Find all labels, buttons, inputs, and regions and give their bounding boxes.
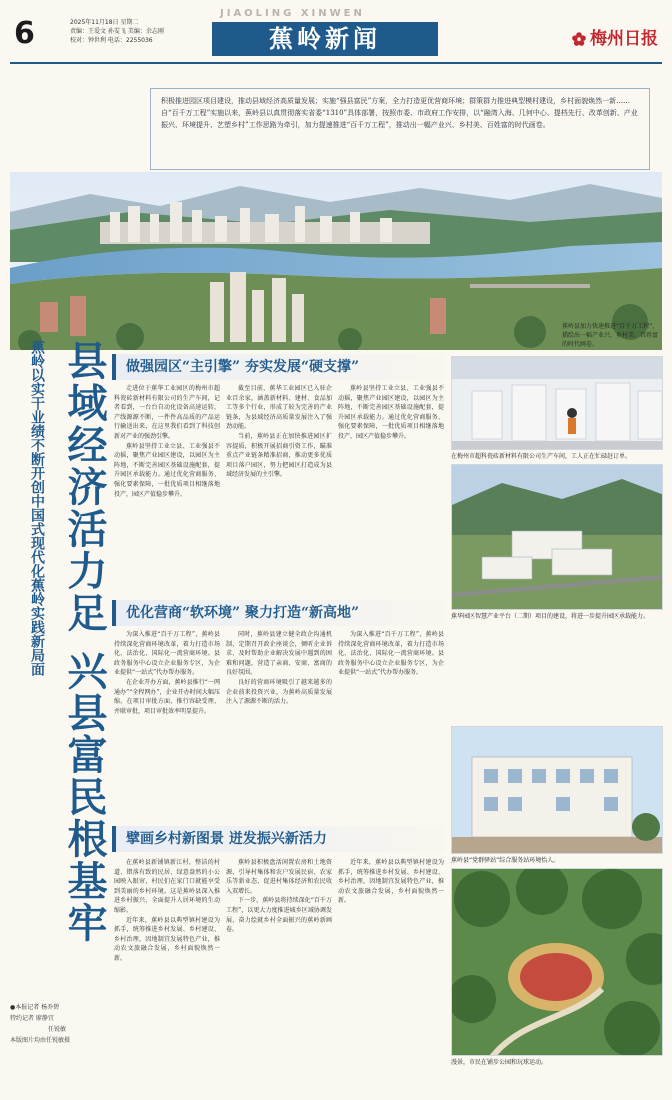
section-heading-1: 做强园区“主引擎” 夯实发展“硬支撑” (112, 354, 444, 380)
paragraph: 截至目前，蕉华工业园区已入驻企业百余家，涵盖新材料、建材、食品加工等多个行业，形成了较为完善的产业链条，为县域经济高质量发展注入了强劲动能。 (226, 385, 332, 431)
paragraph: 当前，蕉岭县正在加快推进园区扩容提质，积极开展招商引资工作，瞄准重点产业链条精准招商，推动更多优质项目落户园区，努力把园区打造成为县域经济发展的主引擎。 (226, 432, 332, 479)
byline-reporter: ●本报记者 杨乔碧 (10, 1004, 60, 1011)
industrial-park-photo (451, 464, 663, 610)
article-column-3b (226, 858, 332, 1090)
editor-line: 责编：王爱文 孙雯飞 美编：余志刚 (70, 28, 164, 35)
photo-credit: 本版图片均由任锐敏摄 (10, 1037, 71, 1044)
brand-name: 梅州日报 (590, 29, 658, 49)
plum-blossom-icon (571, 31, 587, 47)
byline-reporter-2: 任锐敏 (48, 1026, 67, 1033)
headline-kicker: 蕉岭以实干业绩不断开创中国式现代化蕉岭实践新局面 (29, 340, 45, 676)
article-column-2b (226, 630, 332, 852)
page-number: 6 (14, 16, 35, 51)
factory-photo-caption: 在梅州市超科瓷砖新材料有限公司生产车间，工人正在忙碌赶订单。 (451, 453, 632, 460)
masthead (10, 6, 662, 58)
paragraph: 走进位于蕉华工业园区的梅州市超科瓷砖新材料有限公司的生产车间，记者看到，一台台自动化设备高速运转，产线源源不断，一件件高品质的产品运行输送出来，在这里我们看到了科技创新对产业的强劲引擎。 (114, 385, 220, 440)
park-photo (451, 868, 663, 1056)
article-column-3c (338, 858, 444, 1090)
article-column-2a (114, 630, 220, 852)
paragraph: 近年来，蕉岭县以典型镇村建设为抓手，统筹推进乡村发展、乡村建设、乡村治理，因地制宜发展特色产业，推动农文旅融合发展，乡村面貌焕然一新。 (338, 859, 444, 905)
article-column-2c (338, 630, 444, 852)
paragraph: 近年来，蕉岭县以典型镇村建设为抓手，统筹推进乡村发展、乡村建设、乡村治理，因地制宜发展特色产业，推动农文旅融合发展，乡村面貌焕然一新。 (114, 916, 220, 962)
park-photo-caption: 漫景，市民在铺步公园和玩球运动。 (451, 1059, 548, 1066)
service-station-photo (451, 726, 663, 854)
section-heading-2: 优化营商“软环境” 聚力打造“新高地” (112, 600, 444, 626)
paragraph: 在蕉岭县新铺镇新江村，整洁的村道、错落有致的民居、绿意盎然的小公园映入眼帘，村民们在家门口就能享受到美丽的乡村环境。这是蕉岭县深入推进乡村振兴、全面提升人居环境的生动缩影。 (114, 859, 220, 914)
paragraph: 蕉岭县坚持工业立县、工业强县不动摇，聚焦产业园区建设，以园区为主阵地，不断完善园区基础设施配套，提升园区承载能力。通过优化营商服务、强化要素保障，一批优质项目相继落地投产，园区产值稳步攀升。 (338, 385, 444, 440)
paragraph: 蕉岭县坚持工业立县、工业强县不动摇，聚焦产业园区建设，以园区为主阵地，不断完善园区基础设施配套，提升园区承载能力。通过优化营商服务、强化要素保障，一批优质项目相继落地投产，园区产值稳步攀升。 (114, 442, 220, 498)
proof-line: 校对：钟世利 电话：2255036 (70, 37, 153, 44)
paragraph: 同时，蕉岭县建立健全政企沟通机制，定期召开政企座谈会，倾听企业诉求，及时帮助企业解决发展中遇到的困难和问题，营造了亲商、安商、富商的良好氛围。 (226, 631, 332, 677)
hero-caption: 蕉岭县加力快速推进“百千万工程”，描绘出一幅产业兴、乡村美、百姓富的时代画卷。 (562, 323, 659, 348)
article-column-1b (226, 384, 332, 594)
masthead-rule (10, 62, 662, 64)
service-station-photo-caption: 蕉岭县“党群驿站”综合服务站环境怡人。 (451, 857, 560, 864)
paragraph: 在企业开办方面，蕉岭县推行“一网通办”“全程网办”，企业开办时间大幅压缩。在项目审批方面，推行容缺受理、并联审批，项目审批效率明显提升。 (114, 678, 220, 715)
main-headline: 县域经济活力足 兴县富民根基牢 (61, 340, 108, 944)
paragraph: 为深入推进“百千万工程”，蕉岭县持续深化营商环境改革，着力打造市场化、法治化、国际化一流营商环境。县政务服务中心设立企业服务专区，为企业提供“一站式”代办帮办服务。 (114, 631, 220, 677)
byline (10, 1002, 110, 1046)
paragraph: 为深入推进“百千万工程”，蕉岭县持续深化营商环境改革，着力打造市场化、法治化、国际化一流营商环境。县政务服务中心设立企业服务专区，为企业提供“一站式”代办帮办服务。 (338, 631, 444, 677)
date-line: 2025年11月18日 星期二 (70, 19, 139, 26)
paragraph: 良好的营商环境吸引了越来越多的企业前来投资兴业，为蕉岭高质量发展注入了源源不断的活力。 (226, 678, 332, 706)
section-heading-3: 擘画乡村新图景 迸发振兴新活力 (112, 826, 444, 852)
article-column-1c (338, 384, 444, 594)
article-column-3a (114, 858, 220, 1090)
article-column-1a (114, 384, 220, 594)
factory-photo (451, 356, 663, 450)
industrial-park-photo-caption: 蕉华园区智慧产业平台（二期）项目的建设，将进一步提升园区承载能力。 (451, 613, 650, 620)
lead-box (150, 88, 650, 170)
newspaper-brand (571, 24, 658, 49)
lead-text: 积极推进园区项目建设，推动县域经济高质量发展；实施“强县富民”方案，全力打造更优营商环境；群策群力推进典型模村建设，乡村面貌焕然一新……自“百千万工程”实施以来，蕉岭县以真贯彻落实省委“1310”具体部署，按照市委、市政府工作安排，以“融湾入海、几何中心、提档先行、改革创新、产业振兴、环境提升、艺塑乡村”工作思路为牵引，加力提速推进“百千万工程”，推动出一幅产业兴、乡村美、百姓富的时代画卷。 (161, 97, 638, 129)
byline-special-reporter: 特约记者 廖静宜 (10, 1015, 54, 1022)
paragraph: 下一步，蕉岭县将持续深化“百千万工程”，以更大力度推进城乡区域协调发展，奋力绘就乡村全面振兴的蕉岭新画卷。 (226, 897, 332, 934)
paragraph: 蕉岭县积极盘活闲置农房和土地资源，引导村集体和农户发展民宿、农家乐等新业态，促进村集体经济和农民收入双增长。 (226, 859, 332, 895)
edition-info (70, 18, 164, 45)
section-pinyin: JIAOLING XINWEN (220, 8, 365, 19)
section-title: 蕉岭新闻 (212, 22, 438, 56)
